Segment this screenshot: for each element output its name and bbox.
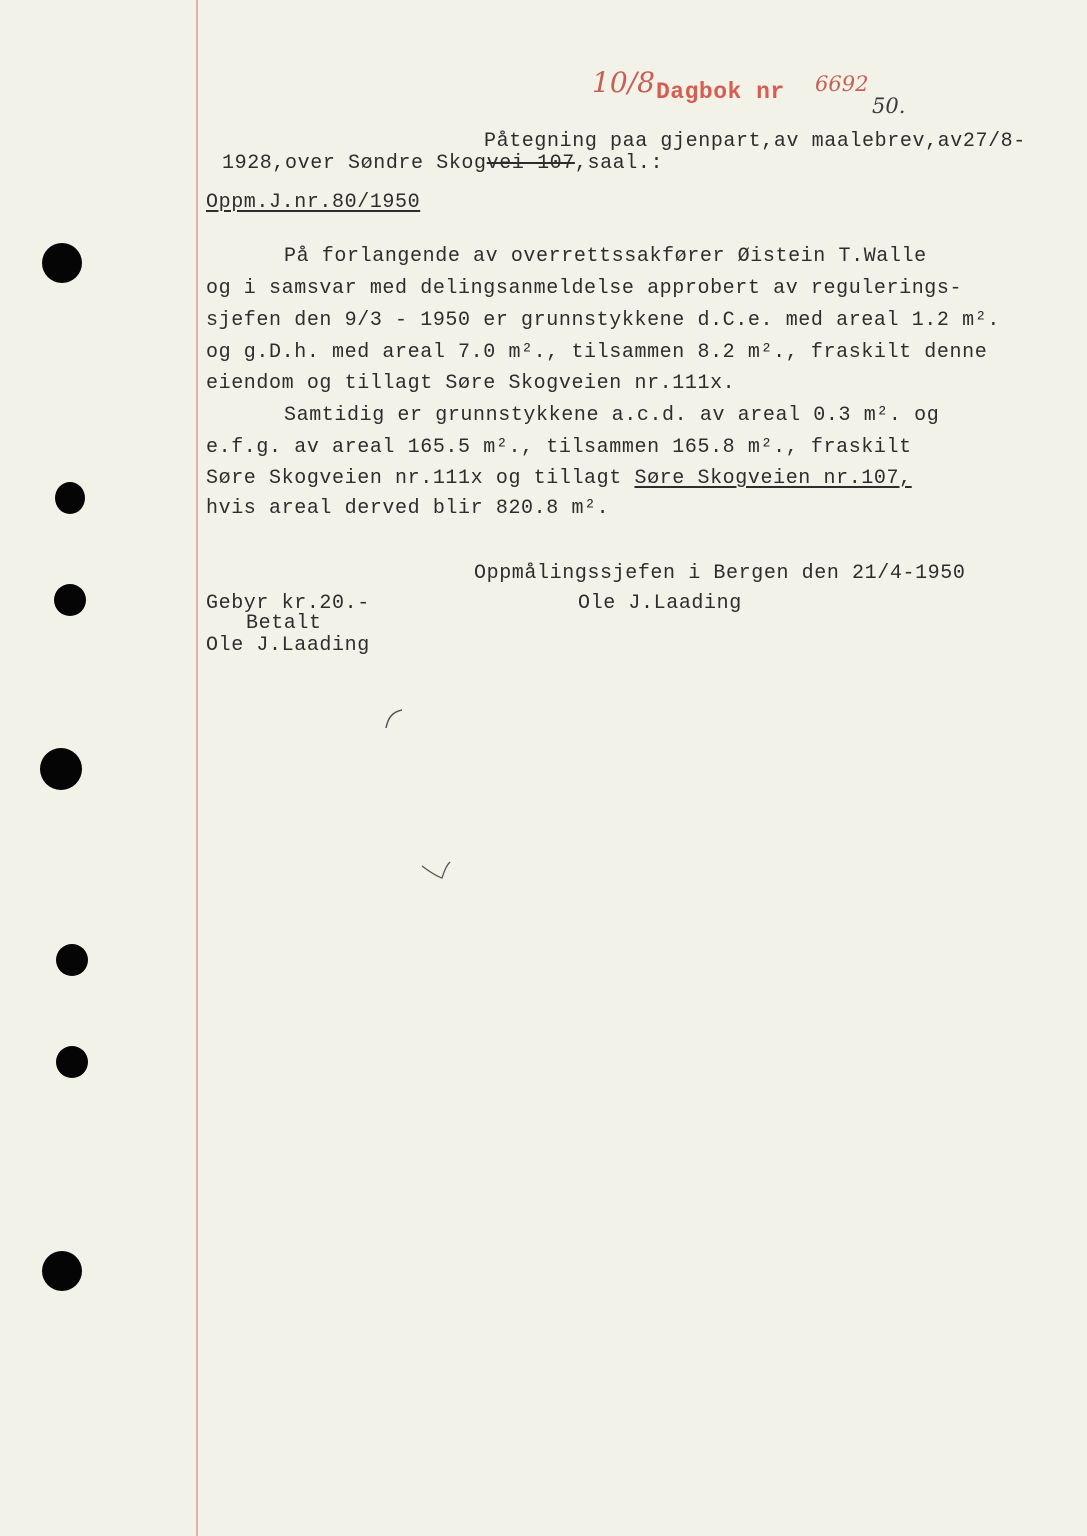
pencil-mark bbox=[420, 858, 460, 886]
body-line: hvis areal derved blir 820.8 m². bbox=[206, 497, 610, 520]
punch-hole bbox=[55, 482, 85, 514]
fee-signature: Ole J.Laading bbox=[206, 634, 370, 657]
register-year: 50. bbox=[872, 94, 906, 118]
body-line: sjefen den 9/3 - 1950 er grunnstykkene d.C.e. med areal 1.2 m². bbox=[206, 309, 1000, 332]
body-line: og i samsvar med delingsanmeldelse approbert av regulerings- bbox=[206, 277, 963, 300]
register-number: 6692 bbox=[815, 72, 869, 96]
property-reference: Søre Skogveien nr.107, bbox=[634, 467, 912, 490]
pencil-mark bbox=[382, 704, 412, 734]
fee-status: Betalt bbox=[246, 612, 322, 635]
body-line: Søre Skogveien nr.111x og tillagt Søre Skogveien nr.107, bbox=[206, 467, 912, 490]
body-line: og g.D.h. med areal 7.0 m²., tilsammen 8.2 m²., fraskilt denne bbox=[206, 341, 988, 364]
date-stamp: 10/8 bbox=[592, 66, 655, 99]
heading-line-1: Påtegning paa gjenpart,av maalebrev,av27/8- bbox=[484, 130, 1026, 153]
signature-place-date: Oppmålingssjefen i Bergen den 21/4-1950 bbox=[474, 562, 966, 585]
punch-hole bbox=[42, 1251, 82, 1291]
body-line: e.f.g. av areal 165.5 m²., tilsammen 165.8 m²., fraskilt bbox=[206, 436, 912, 459]
journal-number: Oppm.J.nr.80/1950 bbox=[206, 191, 421, 214]
fee-amount: Gebyr kr.20.- bbox=[206, 592, 370, 615]
punch-hole bbox=[40, 748, 82, 790]
signature-name: Ole J.Laading bbox=[578, 592, 742, 615]
heading-line-2: 1928,over Søndre Skogvei 107,saal.: bbox=[222, 152, 664, 175]
body-line: eiendom og tillagt Søre Skogveien nr.111x. bbox=[206, 372, 736, 395]
punch-hole bbox=[42, 243, 82, 283]
body-line: På forlangende av overrettssakfører Øistein T.Walle bbox=[284, 245, 927, 268]
punch-hole bbox=[56, 1046, 88, 1078]
register-label: Dagbok nr bbox=[656, 79, 785, 105]
red-margin-line bbox=[196, 0, 198, 1536]
punch-hole bbox=[54, 584, 86, 616]
punch-hole bbox=[56, 944, 88, 976]
body-line: Samtidig er grunnstykkene a.c.d. av areal 0.3 m². og bbox=[284, 404, 940, 427]
